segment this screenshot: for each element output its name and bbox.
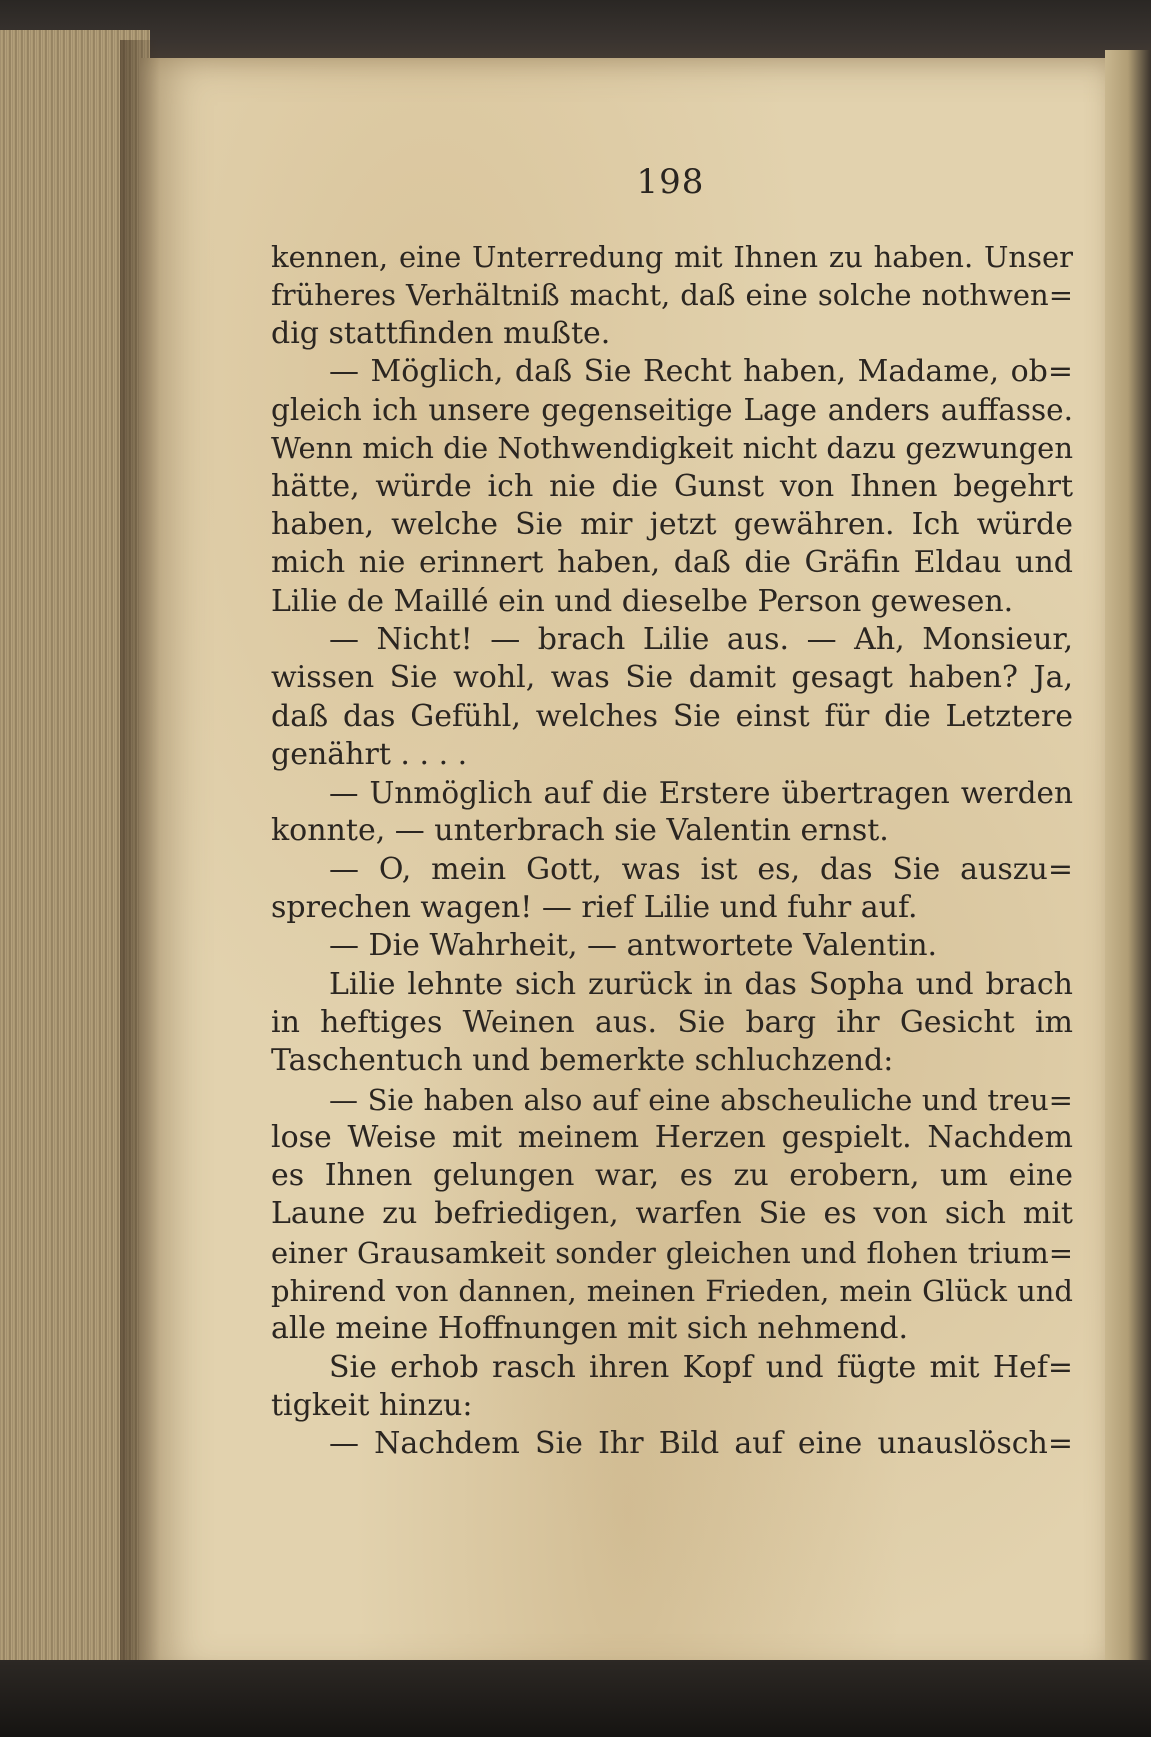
text-line: Lilie de Maillé ein und dieselbe Person gewesen. bbox=[271, 583, 1014, 619]
text-line: Laune zu befriedigen, warfen Sie es von sich mit bbox=[271, 1196, 1073, 1232]
page-right-edge bbox=[1105, 50, 1151, 1690]
text-line: — Sie haben also auf eine abscheuliche und treu= bbox=[329, 1082, 1073, 1117]
text-line: einer Grausamkeit sonder gleichen und flohen trium= bbox=[271, 1235, 1073, 1270]
text-line: Wenn mich die Nothwendigkeit nicht dazu gezwungen bbox=[271, 431, 1073, 466]
page-text bbox=[271, 238, 1073, 1464]
text-line: kennen, eine Unterredung mit Ihnen zu haben. Unser bbox=[271, 240, 1073, 274]
text-line: hätte, würde ich nie die Gunst von Ihnen begehrt bbox=[271, 468, 1073, 504]
text-line: dig stattfinden mußte. bbox=[271, 315, 611, 351]
text-line: — Unmöglich auf die Erstere übertragen werden bbox=[329, 776, 1073, 811]
text-line: Lilie lehnte sich zurück in das Sopha und brach bbox=[329, 966, 1073, 1002]
text-line: phirend von dannen, meinen Frieden, mein Glück und bbox=[271, 1274, 1073, 1309]
text-line: alle meine Hoffnungen mit sich nehmend. bbox=[271, 1311, 909, 1347]
text-line: lose Weise mit meinem Herzen gespielt. Nachdem bbox=[271, 1119, 1073, 1155]
text-line: — O, mein Gott, was ist es, das Sie auszu= bbox=[329, 851, 1073, 887]
text-line: konnte, — unterbrach sie Valentin ernst. bbox=[271, 813, 889, 849]
text-line: sprechen wagen! — rief Lilie und fuhr auf. bbox=[271, 890, 918, 926]
text-line: — Nachdem Sie Ihr Bild auf eine unauslösch= bbox=[329, 1426, 1073, 1462]
book-bottom-edge bbox=[0, 1660, 1151, 1737]
text-line: Sie erhob rasch ihren Kopf und fügte mit Hef= bbox=[329, 1349, 1073, 1385]
text-line: — Nicht! — brach Lilie aus. — Ah, Monsieur, bbox=[329, 621, 1073, 657]
text-line: früheres Verhältniß macht, daß eine solche nothwen= bbox=[271, 278, 1073, 313]
gutter-shadow bbox=[120, 40, 160, 1660]
text-line: — Möglich, daß Sie Recht haben, Madame, ob= bbox=[329, 353, 1073, 389]
text-line: in heftiges Weinen aus. Sie barg ihr Gesicht im bbox=[271, 1004, 1073, 1040]
page-number: 198 bbox=[636, 162, 705, 202]
text-line: wissen Sie wohl, was Sie damit gesagt haben? Ja, bbox=[271, 660, 1073, 696]
text-line: gleich ich unsere gegenseitige Lage anders auffasse. bbox=[271, 393, 1073, 428]
text-line: mich nie erinnert haben, daß die Gräfin Eldau und bbox=[271, 545, 1073, 581]
text-line: haben, welche Sie mir jetzt gewähren. Ich würde bbox=[271, 507, 1073, 543]
text-line: genährt . . . . bbox=[271, 736, 468, 772]
text-line: daß das Gefühl, welches Sie einst für die Letztere bbox=[271, 698, 1073, 734]
text-line: — Die Wahrheit, — antwortete Valentin. bbox=[329, 928, 938, 964]
text-line: tigkeit hinzu: bbox=[271, 1387, 473, 1423]
text-line: Taschentuch und bemerkte schluchzend: bbox=[271, 1043, 894, 1079]
text-line: es Ihnen gelungen war, es zu erobern, um eine bbox=[271, 1158, 1073, 1194]
